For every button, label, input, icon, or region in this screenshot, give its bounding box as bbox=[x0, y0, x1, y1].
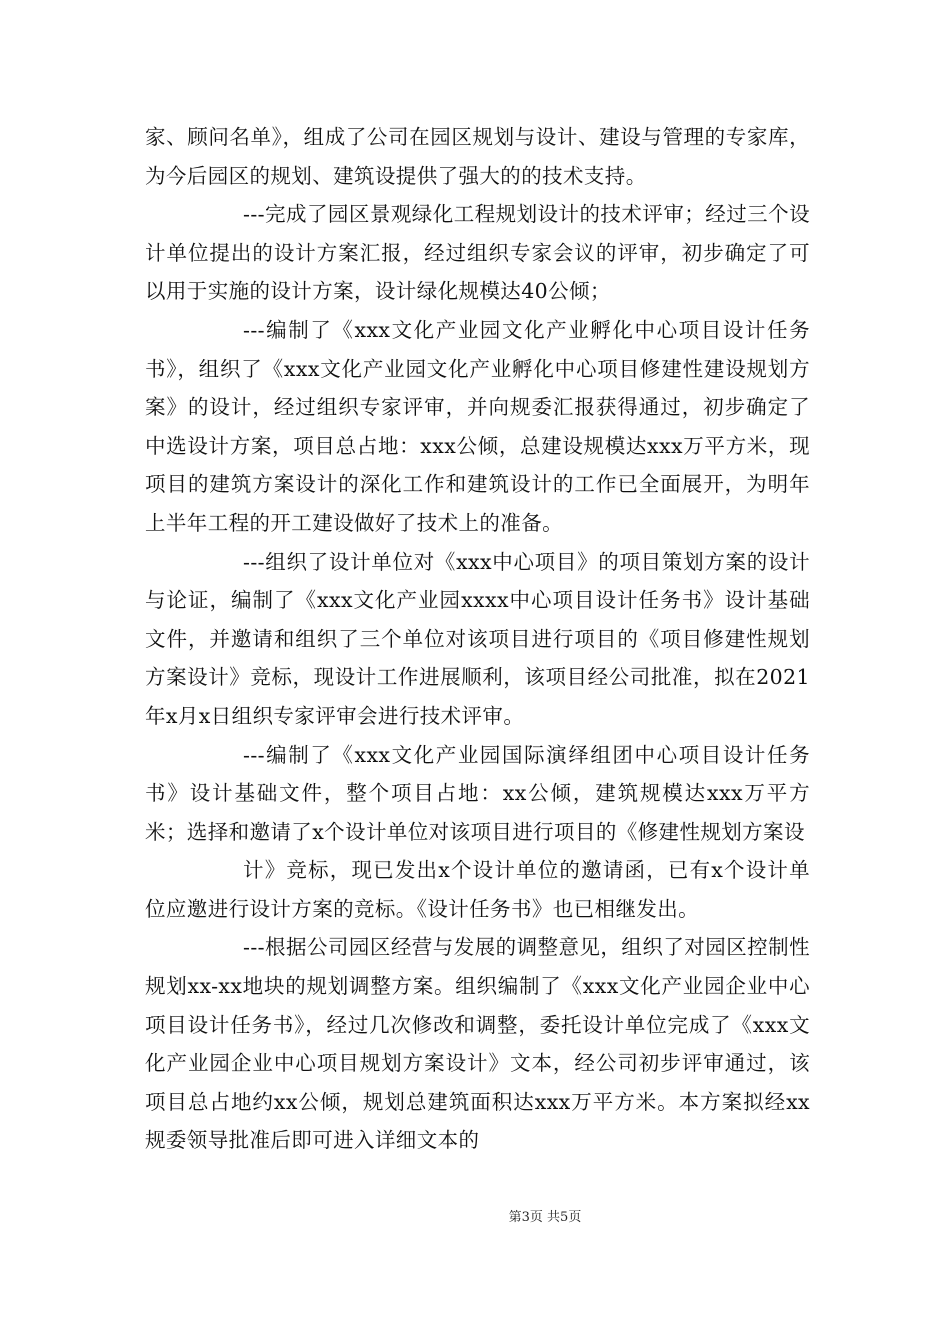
paragraph-6: 计》竞标，现已发出x个设计单位的邀请函，已有x个设计单位应邀进行设计方案的竞标。《设计任务书》也已相继发出。 bbox=[145, 858, 810, 921]
paragraph-3: ---编制了《xxx文化产业园文化产业孵化中心项目设计任务书》，组织了《xxx文化产业园文化产业孵化中心项目修建性建设规划方案》的设计，经过组织专家评审，并向规委汇报获得通过，初步确定了中选设计方案，项目总占地：xxx公倾，总建设规模达xxx万平方米，现项目的建筑方案设计的深化工作和建筑设计的工作已全面展开，为明年上半年工程的开工建设做好了技术上的准备。 bbox=[145, 317, 810, 535]
page-number: 第3页 共5页 bbox=[508, 1210, 582, 1225]
paragraph-2: ---完成了园区景观绿化工程规划设计的技术评审；经过三个设计单位提出的设计方案汇报，经过组织专家会议的评审，初步确定了可以用于实施的设计方案，设计绿化规模达40公倾； bbox=[145, 202, 810, 304]
page-footer bbox=[0, 1206, 950, 1225]
document-body bbox=[145, 118, 810, 1160]
paragraph-4: ---组织了设计单位对《xxx中心项目》的项目策划方案的设计与论证，编制了《xxx文化产业园xxxx中心项目设计任务书》设计基础文件，并邀请和组织了三个单位对该项目进行项目的《项目修建性规划方案设计》竞标，现设计工作进展顺利，该项目经公司批准，拟在2021年x月x日组织专家评审会进行技术评审。 bbox=[145, 549, 810, 728]
paragraph-1: 家、顾问名单》，组成了公司在园区规划与设计、建设与管理的专家库，为今后园区的规划、建筑设提供了强大的的技术支持。 bbox=[145, 125, 810, 188]
paragraph-7: ---根据公司园区经营与发展的调整意见，组织了对园区控制性规划xx-xx地块的规划调整方案。组织编制了《xxx文化产业园企业中心项目设计任务书》，经过几次修改和调整，委托设计单位完成了《xxx文化产业园企业中心项目规划方案设计》文本，经公司初步评审通过，该项目总占地约xx公倾，规划总建筑面积达xxx万平方米。本方案拟经xx规委领导批准后即可进入详细文本的 bbox=[145, 935, 810, 1153]
paragraph-5: ---编制了《xxx文化产业园国际演绎组团中心项目设计任务书》设计基础文件，整个项目占地：xx公倾，建筑规模达xxx万平方米；选择和邀请了x个设计单位对该项目进行项目的《修建性规划方案设 bbox=[145, 742, 810, 844]
